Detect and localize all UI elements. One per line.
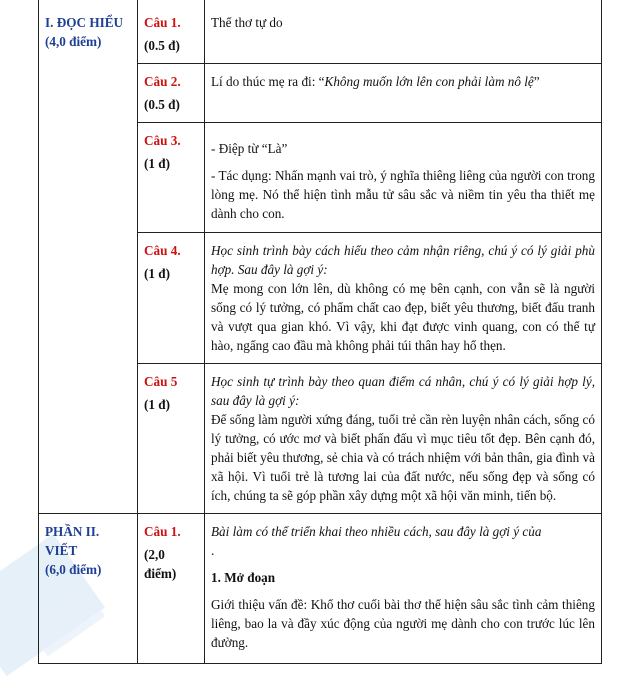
question-points: (1 đ) <box>144 397 171 412</box>
section-title: I. ĐỌC HIỂU <box>45 15 124 30</box>
question-cell <box>138 0 205 64</box>
section-cell <box>39 0 138 514</box>
answer-heading: 1. Mở đoạn <box>211 570 276 585</box>
question-number: Câu 5 <box>144 374 178 389</box>
question-points: (1 đ) <box>144 266 171 281</box>
answer-text: Lí do thúc mẹ ra đi: “Không muốn lớn lên con phải làm nô lệ” <box>211 74 540 89</box>
question-cell <box>138 364 205 514</box>
section-cell <box>39 514 138 664</box>
answer-cell <box>205 64 602 123</box>
question-cell <box>138 514 205 664</box>
answer-cell <box>205 514 602 664</box>
answer-body: Mẹ mong con lớn lên, dù không có mẹ bên cạnh, con vẫn sẽ là người sống có lý tưởng, có phẩm chất cao đẹp, biết yêu thương, biết đấu tranh và vượt qua gian khó. Vì vậy, khi đạt được vinh quang, con có thể tự hào, ngẩng cao đầu mà không phải túi thân hay hổ thẹn. <box>211 281 595 353</box>
answer-intro: Học sinh trình bày cách hiểu theo cảm nhận riêng, chú ý có lý giải phù hợp. Sau đây là gợi ý: <box>211 243 595 277</box>
question-cell <box>138 64 205 123</box>
answer-cell <box>205 123 602 233</box>
question-number: Câu 4. <box>144 243 181 258</box>
table-row <box>39 514 602 664</box>
answer-cell <box>205 364 602 514</box>
question-points: (0.5 đ) <box>144 97 180 112</box>
question-number: Câu 1. <box>144 15 181 30</box>
answer-key-table <box>38 0 602 664</box>
question-number: Câu 1. <box>144 524 181 539</box>
answer-intro: Bài làm có thể triển khai theo nhiều cách, sau đây là gợi ý của <box>211 524 542 539</box>
answer-body: Để sống làm người xứng đáng, tuổi trẻ cần rèn luyện nhân cách, sống có lý tưởng, có ước mơ và biết phấn đấu vì mục tiêu tốt đẹp. Bên cạnh đó, phải biết yêu thương, sẻ chia và có trách nhiệm với bản thân, gia đình và xã hội. Vì tuổi trẻ là tương lai của đất nước, nếu sống đẹp và sống có ích, chúng ta sẽ góp phần xây dựng một xã hội văn minh, tiến bộ. <box>211 412 595 503</box>
question-points: (0.5 đ) <box>144 38 180 53</box>
question-number: Câu 2. <box>144 74 181 89</box>
section-points: (6,0 điểm) <box>45 562 102 577</box>
question-number: Câu 3. <box>144 133 181 148</box>
section-points: (4,0 điểm) <box>45 34 102 49</box>
question-points: (1 đ) <box>144 156 171 171</box>
answer-line: - Tác dụng: Nhấn mạnh vai trò, ý nghĩa thiêng liêng của người con trong lòng mẹ. Nó thể hiện tình mẫu tử sâu sắc và niềm tin yêu tha thiết mẹ dành cho con. <box>211 168 595 221</box>
answer-line: - Điệp từ “Là” <box>211 141 288 156</box>
answer-dot: . <box>211 543 215 558</box>
section-title: PHẦN II. VIẾT <box>45 524 100 558</box>
answer-cell <box>205 0 602 64</box>
question-points: (2,0 điểm) <box>144 547 177 581</box>
answer-cell <box>205 233 602 364</box>
answer-body: Giới thiệu vấn đề: Khổ thơ cuối bài thơ thể hiện sâu sắc tình cảm thiêng liêng, bao la và đầy xúc động của người mẹ dành cho con trước lúc lên đường. <box>211 597 595 650</box>
answer-intro: Học sinh tự trình bày theo quan điểm cá nhân, chú ý có lý giải hợp lý, sau đây là gợi ý: <box>211 374 595 408</box>
table-row <box>39 0 602 64</box>
answer-text: Thể thơ tự do <box>211 15 283 30</box>
question-cell <box>138 123 205 233</box>
question-cell <box>138 233 205 364</box>
